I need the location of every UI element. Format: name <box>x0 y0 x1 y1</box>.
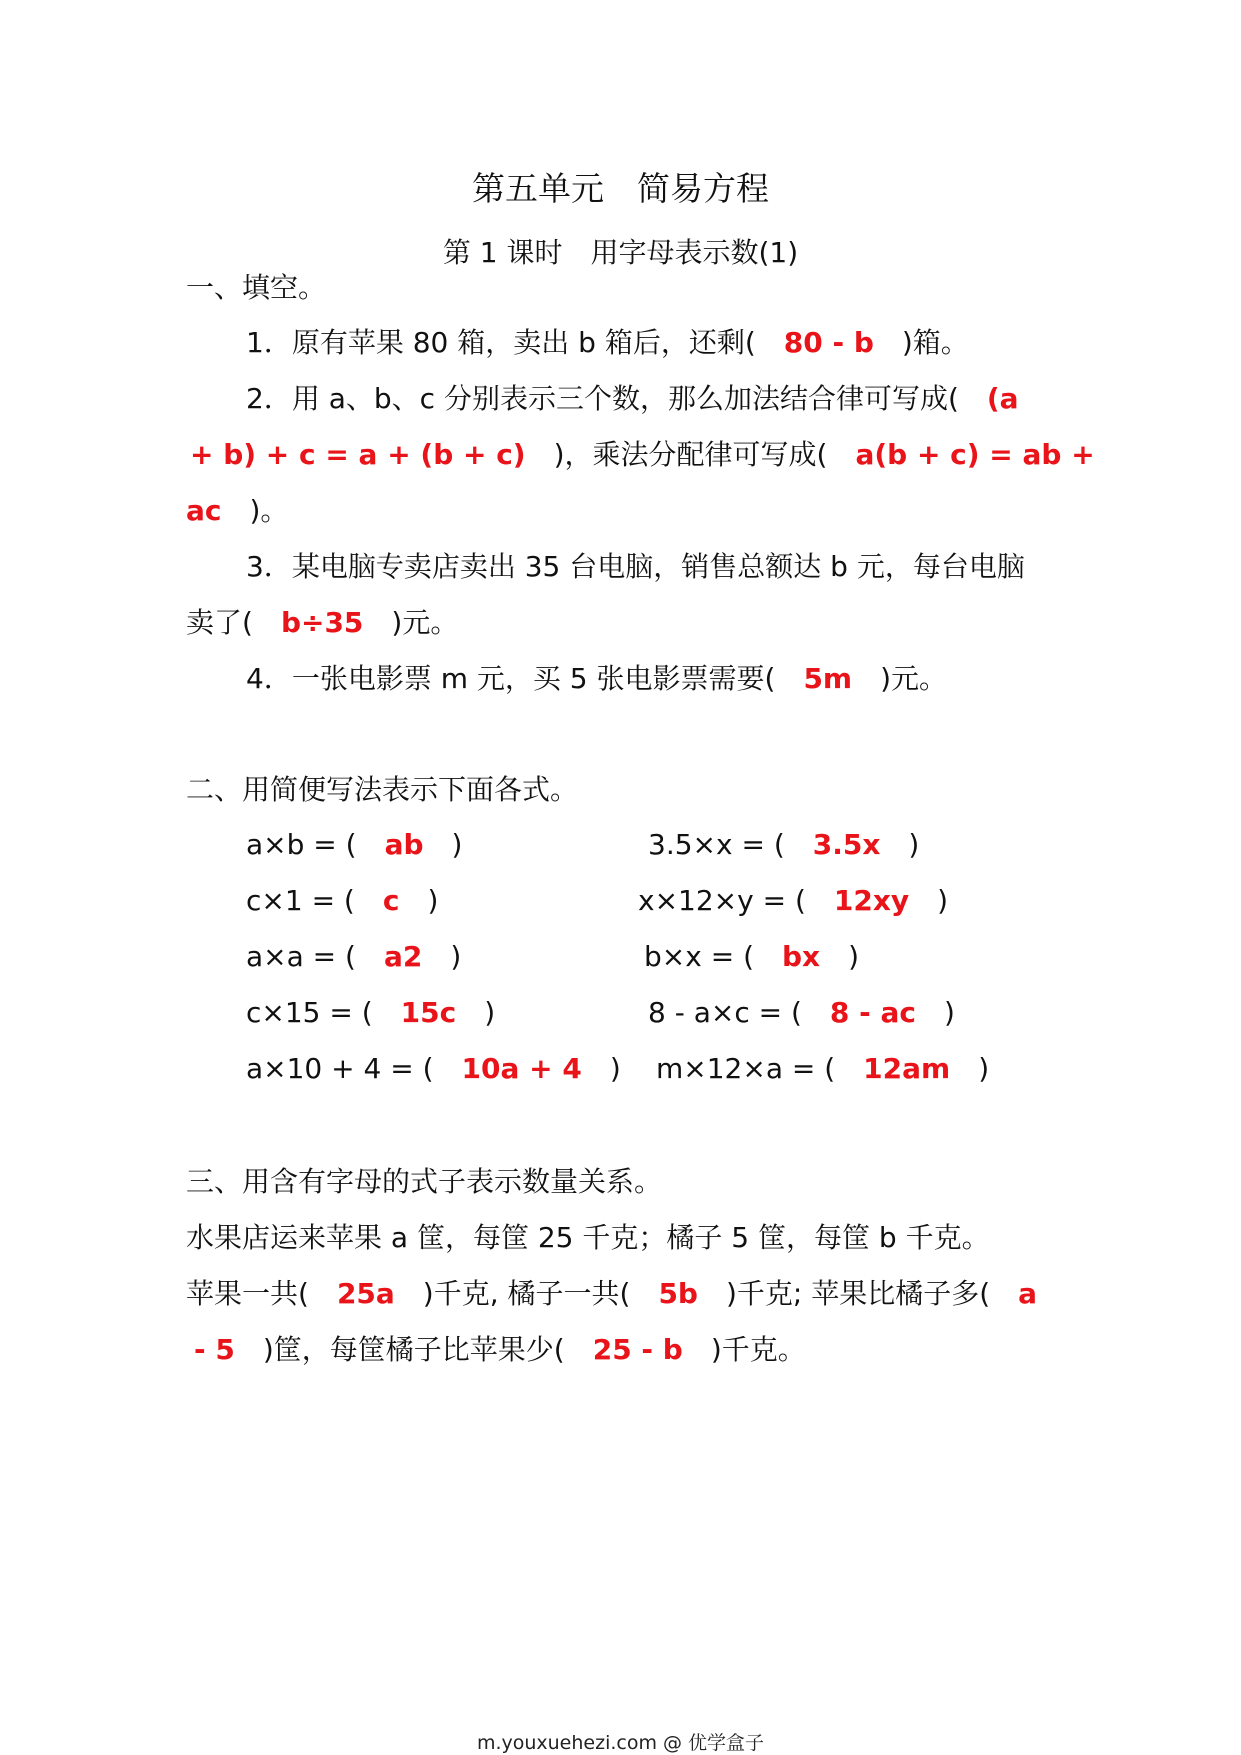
expr-text: a×b = ( <box>246 828 357 861</box>
expr-close: ) <box>848 940 860 973</box>
q4-answer: 5m <box>803 662 853 695</box>
footer-watermark: m.youxuehezi.com @ 优学盒子 <box>476 1732 765 1754</box>
q2-answer1-start: (a <box>986 382 1019 415</box>
expr-answer: 8 - ac <box>829 996 917 1029</box>
expr-text: 8 - a×c = ( <box>648 996 802 1029</box>
expr-close: ) <box>937 884 949 917</box>
s3-text-5: )千克。 <box>710 1333 806 1366</box>
section1-heading: 一、填空。 <box>186 271 327 304</box>
q2-answer2-end: ac <box>186 494 222 527</box>
question-3-line1: 3．某电脑专卖店卖出 35 台电脑，销售总额达 b 元，每台电脑 <box>246 550 1025 583</box>
expr-right-1 <box>648 825 919 865</box>
q1-text: 1．原有苹果 80 箱，卖出 b 箱后，还剩( <box>246 326 756 359</box>
expr-text: c×1 = ( <box>246 884 355 917</box>
expr-answer: bx <box>782 940 821 973</box>
expr-close: ) <box>908 828 920 861</box>
expr-left-3 <box>246 937 461 977</box>
s3-answer-2: 5b <box>658 1277 698 1310</box>
question-2-line2 <box>190 435 1095 475</box>
expr-close: ) <box>978 1052 990 1085</box>
expr-answer: 3.5x <box>812 828 881 861</box>
q3-text: 卖了( <box>186 606 253 639</box>
section3-problem: 水果店运来苹果 a 筐，每筐 25 千克；橘子 5 筐，每筐 b 千克。 <box>186 1221 990 1254</box>
expr-answer: 10a + 4 <box>461 1052 582 1085</box>
section2-heading: 二、用简便写法表示下面各式。 <box>186 773 579 806</box>
q2-text: 2．用 a、b、c 分别表示三个数，那么加法结合律可写成( <box>246 382 959 415</box>
expr-text: 3.5×x = ( <box>648 828 785 861</box>
expr-close: ) <box>609 1052 621 1085</box>
expr-text: a×a = ( <box>246 940 356 973</box>
question-4 <box>246 659 947 699</box>
expr-left-1 <box>246 825 462 865</box>
expr-left-2 <box>246 881 438 921</box>
expr-close: ) <box>451 828 463 861</box>
question-2-line1 <box>246 379 1019 419</box>
expr-close: ) <box>944 996 955 1029</box>
q4-text-end: )元。 <box>880 662 948 695</box>
q1-text-end: )箱。 <box>901 326 969 359</box>
expr-answer: 12xy <box>833 884 910 917</box>
s3-text-4: )筐，每筐橘子比苹果少( <box>262 1333 565 1366</box>
question-1 <box>246 323 969 363</box>
expr-text: b×x = ( <box>644 940 754 973</box>
page-title: 第五单元 简易方程 <box>472 169 769 208</box>
s3-text-1: 苹果一共( <box>186 1277 309 1310</box>
question-2-line3 <box>186 491 288 531</box>
expr-right-3 <box>644 937 859 977</box>
page-subtitle: 第 1 课时 用字母表示数(1) <box>442 236 799 269</box>
expr-answer: 15c <box>400 996 457 1029</box>
s3-answer-4: 25 - b <box>592 1333 683 1366</box>
expr-answer: ab <box>384 828 424 861</box>
q1-answer: 80 - b <box>783 326 874 359</box>
expr-left-5 <box>246 1049 621 1089</box>
s3-answer-1: 25a <box>336 1277 395 1310</box>
q3-text-end: )元。 <box>391 606 459 639</box>
q3-answer: b÷35 <box>280 606 364 639</box>
s3-answer-3-end: - 5 <box>194 1333 235 1366</box>
expr-close: ) <box>450 940 462 973</box>
expr-close: ) <box>427 884 439 917</box>
s3-answer-3-start: a <box>1018 1277 1038 1310</box>
question-3-line2 <box>186 603 458 643</box>
expr-answer: a2 <box>383 940 423 973</box>
expr-close: ) <box>484 996 496 1029</box>
q2-answer2-start: a(b + c) = ab + <box>855 438 1095 471</box>
section3-answer-line2 <box>194 1330 806 1370</box>
expr-text: x×12×y = ( <box>638 884 806 917</box>
expr-text: a×10 + 4 = ( <box>246 1052 434 1085</box>
section3-heading: 三、用含有字母的式子表示数量关系。 <box>186 1165 663 1198</box>
expr-right-2 <box>638 881 948 921</box>
expr-answer: 12am <box>863 1052 951 1085</box>
expr-text: c×15 = ( <box>246 996 373 1029</box>
q2-text-end: )。 <box>249 494 289 527</box>
s3-text-2: )千克, 橘子一共( <box>422 1277 631 1310</box>
q4-text: 4．一张电影票 m 元，买 5 张电影票需要( <box>246 662 776 695</box>
expr-right-4 <box>648 993 955 1033</box>
expr-answer: c <box>382 884 400 917</box>
q2-answer1-end: + b) + c = a + (b + c) <box>190 438 526 471</box>
q2-text-mid: )，乘法分配律可写成( <box>553 438 828 471</box>
expr-text: m×12×a = ( <box>656 1052 836 1085</box>
section3-answer-line1 <box>186 1274 1037 1314</box>
expr-left-4 <box>246 993 495 1033</box>
expr-right-5 <box>656 1049 989 1089</box>
s3-text-3: )千克; 苹果比橘子多( <box>725 1277 991 1310</box>
